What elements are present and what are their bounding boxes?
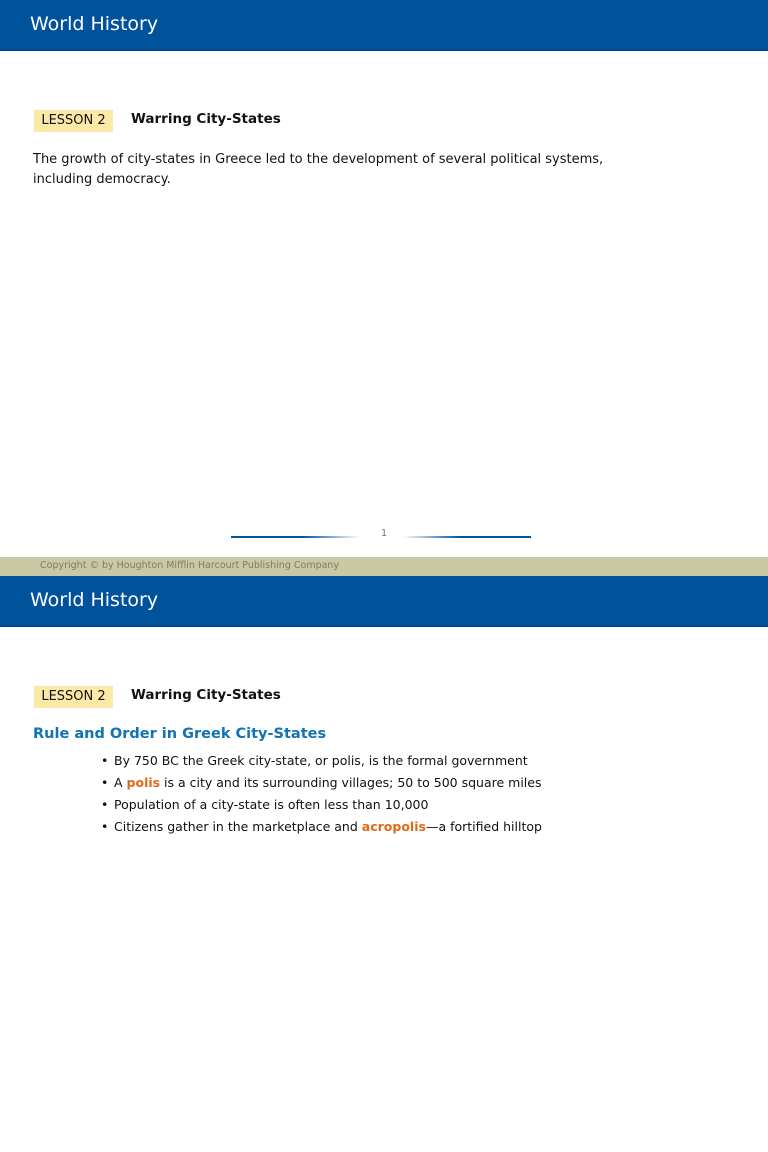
page-number: 1	[380, 528, 388, 539]
header-bar	[0, 576, 768, 627]
section-heading: Rule and Order in Greek City-States	[33, 726, 327, 742]
lesson-badge: LESSON 2	[34, 686, 113, 708]
bullet-text: By 750 BC the Greek city-state, or polis, is the formal government	[114, 753, 528, 768]
bullet-text-pre: A	[114, 775, 127, 790]
bullet-item	[100, 794, 542, 816]
header-title: World History	[30, 589, 159, 611]
bullet-text: Population of a city-state is often less than 10,000	[114, 797, 429, 812]
lesson-title: Warring City-States	[131, 687, 281, 703]
header-bar	[0, 0, 768, 51]
bullet-list	[100, 750, 542, 838]
header-title: World History	[30, 13, 159, 35]
bullet-text-post: —a fortified hilltop	[425, 819, 542, 834]
copyright-bar	[0, 557, 768, 576]
key-term-acropolis: acropolis	[361, 819, 426, 834]
slide-2	[0, 576, 768, 1152]
footer-divider-left	[231, 536, 359, 538]
bullet-item	[100, 772, 542, 794]
body-text: The growth of city-states in Greece led to the development of several political systems, including democracy.	[33, 152, 604, 187]
bullet-item	[100, 816, 542, 838]
bullet-text-pre: Citizens gather in the marketplace and	[114, 819, 362, 834]
footer-divider-right	[403, 536, 531, 538]
lesson-badge: LESSON 2	[34, 110, 113, 132]
key-term-polis: polis	[126, 775, 161, 790]
lesson-title: Warring City-States	[131, 111, 281, 127]
bullet-text-post: is a city and its surrounding villages; 50 to 500 square miles	[160, 775, 542, 790]
copyright-text: Copyright © by Houghton Mifflin Harcourt Publishing Company	[40, 560, 340, 571]
bullet-item	[100, 750, 542, 772]
